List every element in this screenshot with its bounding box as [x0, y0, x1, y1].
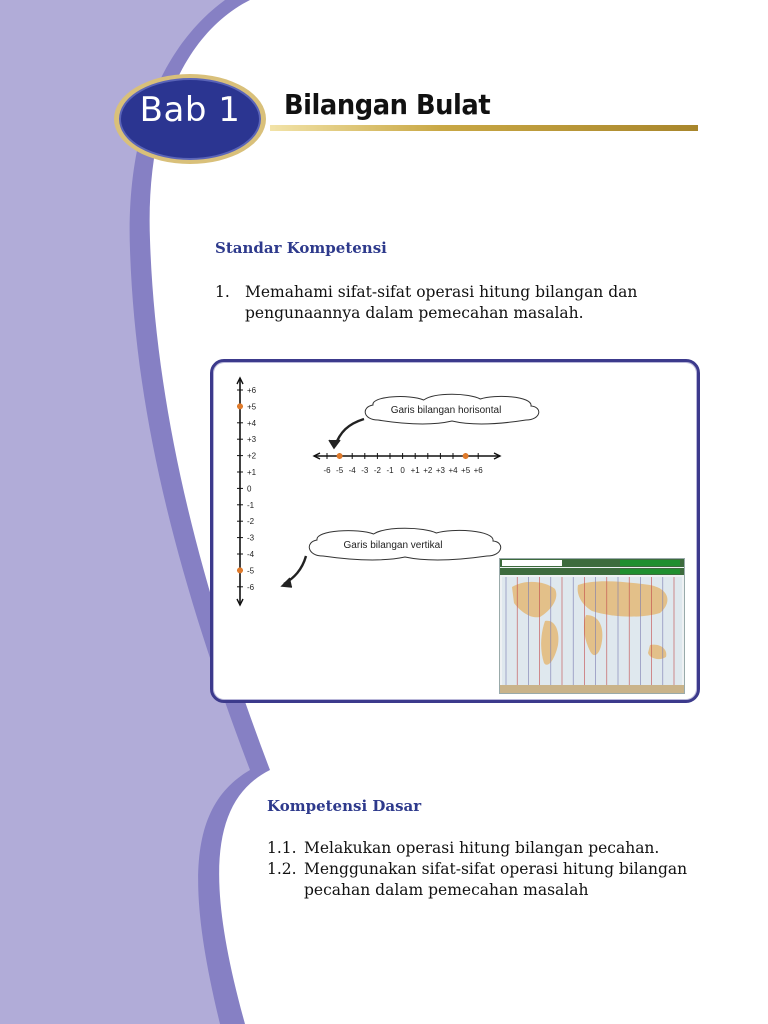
- vertical-axis-tick-label: -6: [247, 582, 255, 592]
- vertical-axis-tick-label: +2: [247, 451, 257, 461]
- list-item-text: Melakukan operasi hitung bilangan pecahan.: [304, 839, 660, 857]
- callout-vertical-label: Garis bilangan vertikal: [343, 540, 443, 551]
- callout-arrow-horizontal-head: [329, 440, 340, 448]
- callout-horizontal-label: Garis bilangan horisontal: [390, 405, 502, 416]
- kompetensi-dasar-list: [267, 838, 697, 901]
- horizontal-axis-tick-label: +6: [473, 466, 483, 475]
- horizontal-axis-tick-label: +5: [461, 466, 471, 475]
- vertical-axis-tick-label: -2: [247, 517, 255, 527]
- horizontal-axis-tick-label: -6: [323, 466, 331, 475]
- list-item-number: 1.2.: [267, 860, 297, 878]
- horizontal-axis-tick-label: +1: [410, 466, 420, 475]
- horizontal-axis-tick-label: +4: [448, 466, 458, 475]
- vertical-axis-marker: [237, 403, 243, 409]
- chapter-badge-label: Bab 1: [139, 90, 241, 130]
- world-time-zone-map: [499, 558, 685, 694]
- horizontal-axis-marker: [463, 453, 469, 459]
- list-item: [267, 859, 697, 901]
- list-item-number: 1.1.: [267, 839, 297, 857]
- vertical-axis-tick-label: +4: [247, 418, 257, 428]
- list-item-text: Menggunakan sifat-sifat operasi hitung bilangan pecahan dalam pemecahan masalah: [304, 860, 688, 899]
- horizontal-axis-tick-label: 0: [400, 466, 405, 475]
- vertical-axis-tick-label: 0: [247, 484, 252, 494]
- vertical-axis-tick-label: +3: [247, 435, 257, 445]
- vertical-axis-tick-label: +1: [247, 468, 257, 477]
- vertical-axis-marker: [237, 567, 243, 573]
- horizontal-axis-tick-label: -4: [348, 466, 356, 475]
- list-item: [267, 838, 697, 859]
- vertical-axis-tick-label: +6: [247, 386, 257, 395]
- kompetensi-dasar-heading: Kompetensi Dasar: [267, 797, 422, 815]
- horizontal-axis-tick-label: -3: [361, 466, 369, 475]
- vertical-axis-tick-label: -1: [247, 500, 255, 510]
- vertical-axis-tick-label: -3: [247, 533, 255, 543]
- horizontal-axis-tick-label: +3: [435, 466, 445, 475]
- horizontal-axis-tick-label: -5: [336, 466, 344, 475]
- horizontal-axis-tick-label: +2: [423, 466, 433, 475]
- horizontal-axis-marker: [337, 453, 343, 459]
- standar-kompetensi-heading: Standar Kompetensi: [215, 239, 387, 257]
- horizontal-axis-tick-label: -1: [386, 466, 394, 475]
- list-item-number: 1.: [215, 283, 230, 301]
- world-map-image: [500, 559, 684, 693]
- vertical-axis-tick-label: +5: [247, 402, 257, 412]
- chapter-title: Bilangan Bulat: [284, 88, 491, 121]
- list-item-text: Memahami sifat-sifat operasi hitung bilangan dan pengunaannya dalam pemecahan masalah.: [245, 283, 638, 322]
- horizontal-axis-tick-label: -2: [373, 466, 381, 475]
- vertical-axis-tick-label: -4: [247, 550, 255, 559]
- vertical-axis-tick-label: -5: [247, 566, 255, 576]
